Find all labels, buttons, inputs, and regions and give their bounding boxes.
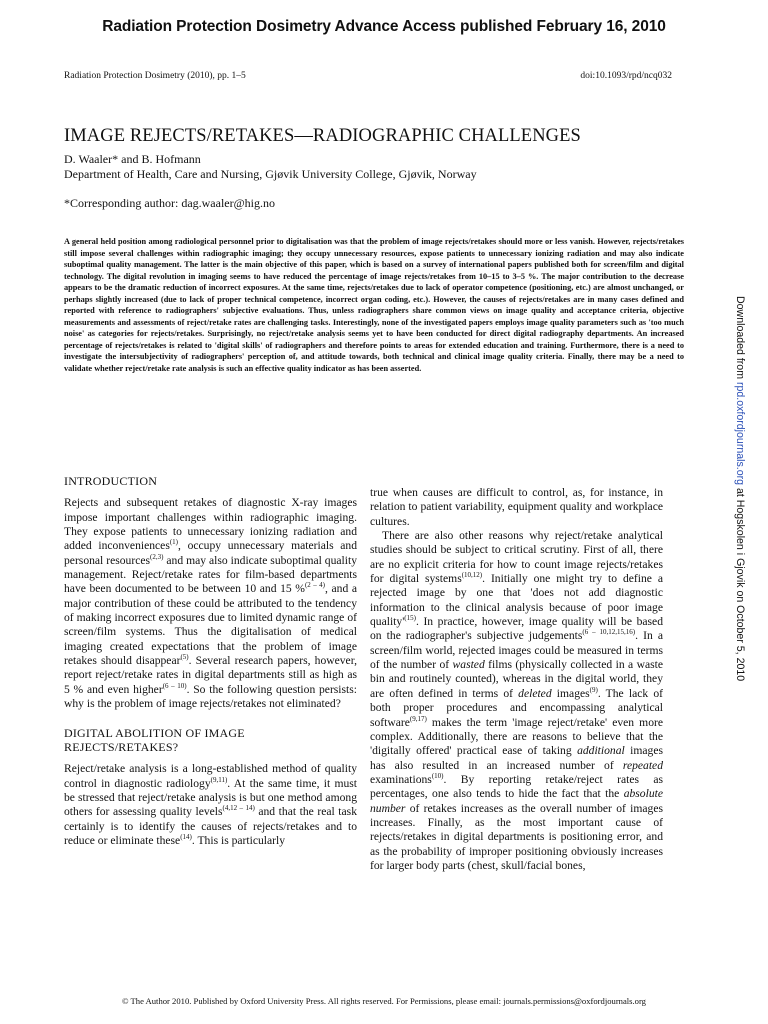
text-run: true when causes are difficult to control, as, for instance, in relation to patient variability, equipment quality and workplace cultures.: [370, 486, 663, 528]
citation-ref: (2,3): [150, 552, 164, 561]
text-run: films (physically collected in a waste bin and routinely counted), whereas in the digital world, they are often defined in terms of: [370, 658, 663, 700]
text-run: and may also indicate suboptimal quality management. Reject/retake rates for film-based departments have been documented to be between 10 and 15 %: [64, 553, 357, 596]
citation-ref: (9,11): [210, 775, 228, 784]
advance-access-banner: Radiation Protection Dosimetry Advance Access published February 16, 2010: [102, 18, 666, 35]
continued-paragraph: [370, 486, 663, 529]
doi[interactable]: doi:10.1093/rpd/ncq032: [580, 71, 672, 81]
digital-abolition-heading: [64, 726, 357, 755]
sidebar-suffix: at Hogskolen i Gjovik on October 5, 2010: [734, 485, 746, 682]
reasons-paragraph: [370, 529, 663, 873]
digital-abolition-heading-line2: REJECTS/RETAKES?: [64, 739, 179, 754]
emphasis: deleted: [518, 686, 552, 700]
citation-ref: (4,12 – 14): [222, 804, 255, 813]
text-run: . This is particularly: [191, 833, 286, 847]
emphasis: additional: [577, 744, 625, 758]
citation-ref: (9): [589, 685, 598, 694]
text-run: images: [551, 686, 590, 700]
journal-reference: Radiation Protection Dosimetry (2010), pp. 1–5: [64, 71, 246, 81]
text-run: and that the real task certainly is to identify the causes of rejects/retakes and to reduce or eliminate these: [64, 805, 357, 847]
text-run: Rejects and subsequent retakes of diagnostic X-ray images impose important challenges within radiographic imaging. They expose patients to unnecessary ionizing radiation and added inconveniences: [64, 496, 357, 553]
text-run: examinations: [370, 772, 432, 786]
citation-ref: (6 – 10): [162, 681, 187, 690]
text-run: of retakes increases as the overall number of images increases. Finally, as the most important cause of rejects/retakes in digital departments is positioning error, and as the probability of improper positioning obviously increases for larger body parts (chest, skull/facial bones,: [370, 801, 663, 872]
journal-site-link[interactable]: rpd.oxfordjournals.org: [734, 381, 746, 486]
download-sidebar: [732, 296, 752, 712]
text-run: . In a screen/film world, rejected images could be measured in terms of the number of: [370, 629, 663, 672]
emphasis: repeated: [622, 758, 663, 772]
sidebar-prefix: Downloaded from: [734, 296, 746, 382]
copyright-footer: © The Author 2010. Published by Oxford University Press. All rights reserved. For Permissions, please email: journals.permissions@oxfordjournals.org: [122, 996, 646, 1006]
text-run: Reject/retake analysis is a long-established method of quality control in diagnostic radiology: [64, 762, 357, 790]
intro-paragraph: [64, 496, 357, 711]
citation-ref: (2 – 4): [304, 581, 326, 590]
text-run: There are also other reasons why reject/retake analytical studies should be subject to critical scrutiny. First of all, there are no explicit criteria for how to count image rejects/retakes for digital systems: [370, 529, 663, 586]
citation-ref: (6 – 10,12,15,16): [582, 628, 636, 637]
digital-abolition-heading-line1: DIGITAL ABOLITION OF IMAGE: [64, 725, 245, 740]
text-run: , occupy unnecessary materials and personal resources: [64, 539, 358, 567]
article-title: IMAGE REJECTS/RETAKES—RADIOGRAPHIC CHALLENGES: [64, 126, 581, 146]
citation-ref: (9,17): [409, 714, 427, 723]
abstract: A general held position among radiological personnel prior to digitalisation was that the problem of image rejects/retakes should more or less vanish. However, rejects/retakes still impose several challenges within radiographic imaging; they occupy unnecessary resources, expose patients to unnecessary ionizing radiation and may also indicate suboptimal quality management. The latter is the main objective of this paper, which is based on a survey of international papers published both for screen/film and digital technology. The digital revolution in imaging seems to have reduced the percentage of image rejects/retakes from 10–15 to 3–5 %. The major contribution to the decrease appears to be the dramatic reduction of incorrect exposures. At the same time, rejects/retakes due to lack of operator competence (positioning, etc.) are almost unchanged, or perhaps slightly increased (due to lack of proper technical competence, incorrect organ coding, etc.). However, the causes of rejects/retakes are in many cases defined and reported with reference to radiographers' subjective evaluations. Thus, unless radiographers share common views on image quality and acceptance criteria, objective measurements and assessments of reject/retake rates are challenging tasks. Interestingly, none of the investigated papers employs image quality parameters such as 'too much noise' as categories for rejects/retakes. Surprisingly, no reject/retake analysis seems yet to have been conducted for direct digital radiography departments. An increased percentage of rejects/retakes is related to 'digital skills' of radiographers and therefore points to areas for extended education and training. Furthermore, there is a need to investigate the intersubjectivity of radiographers' perception of, and attitude towards, both technical and clinical image quality criteria. Finally, there may be a need to validate whether reject/retake rate analysis is such an effective quality indicator as has been asserted.: [64, 237, 684, 374]
citation-ref: (10,12): [461, 571, 483, 580]
text-run: makes the term 'image reject/retake' even more complex. Additionally, there are reasons to believe that the 'digitally offered' practical ease of taking: [370, 715, 663, 758]
affiliation: Department of Health, Care and Nursing, Gjøvik University College, Gjøvik, Norway: [64, 167, 477, 181]
introduction-heading: INTRODUCTION: [64, 474, 158, 488]
right-column: [370, 486, 663, 873]
text-run: . Initially one might try to define a rejected image by one that 'does not add diagnostic information to the clinical analysis because of poor image quality': [370, 572, 663, 629]
left-column: [64, 474, 357, 848]
text-run: . The lack of both proper procedures and encompassing analytical software: [370, 686, 663, 729]
emphasis: absolute number: [370, 787, 663, 815]
text-run: images has also resulted in an increased number of: [370, 744, 663, 772]
citation-ref: (15): [404, 614, 416, 623]
text-run: . At the same time, it must be stressed that reject/retake analysis is but one method among others for assessing quality levels: [64, 776, 357, 819]
emphasis: wasted: [452, 658, 485, 672]
text-run: . By reporting retake/reject rates as percentages, one also tends to hide the fact that the: [370, 772, 663, 801]
text-run: . Several research papers, however, report reject/retake rates in digital departments still as high as 5 % and even higher: [64, 654, 357, 696]
authors: D. Waaler* and B. Hofmann: [64, 152, 201, 166]
citation-ref: (1): [169, 538, 179, 547]
citation-ref: (14): [180, 832, 192, 841]
text-run: . In practice, however, image quality will be based on the radiographer's subjective judgements: [370, 615, 663, 643]
corresponding-author: *Corresponding author: dag.waaler@hig.no: [64, 196, 276, 210]
text-run: , and a major contribution of these could be attributed to the tendency of making incorrect exposures due to limited dynamic range of screen/film systems. Thus the digitalisation of medical imaging created expectations that the problem of image retakes should disappear: [64, 582, 357, 668]
digital-abolition-paragraph: [64, 762, 357, 848]
download-sidebar-text: [734, 296, 746, 681]
citation-ref: (5): [180, 653, 189, 662]
text-run: . So the following question persists: why is the problem of image rejects/retakes not eliminated?: [64, 682, 357, 711]
citation-ref: (10): [431, 771, 444, 780]
